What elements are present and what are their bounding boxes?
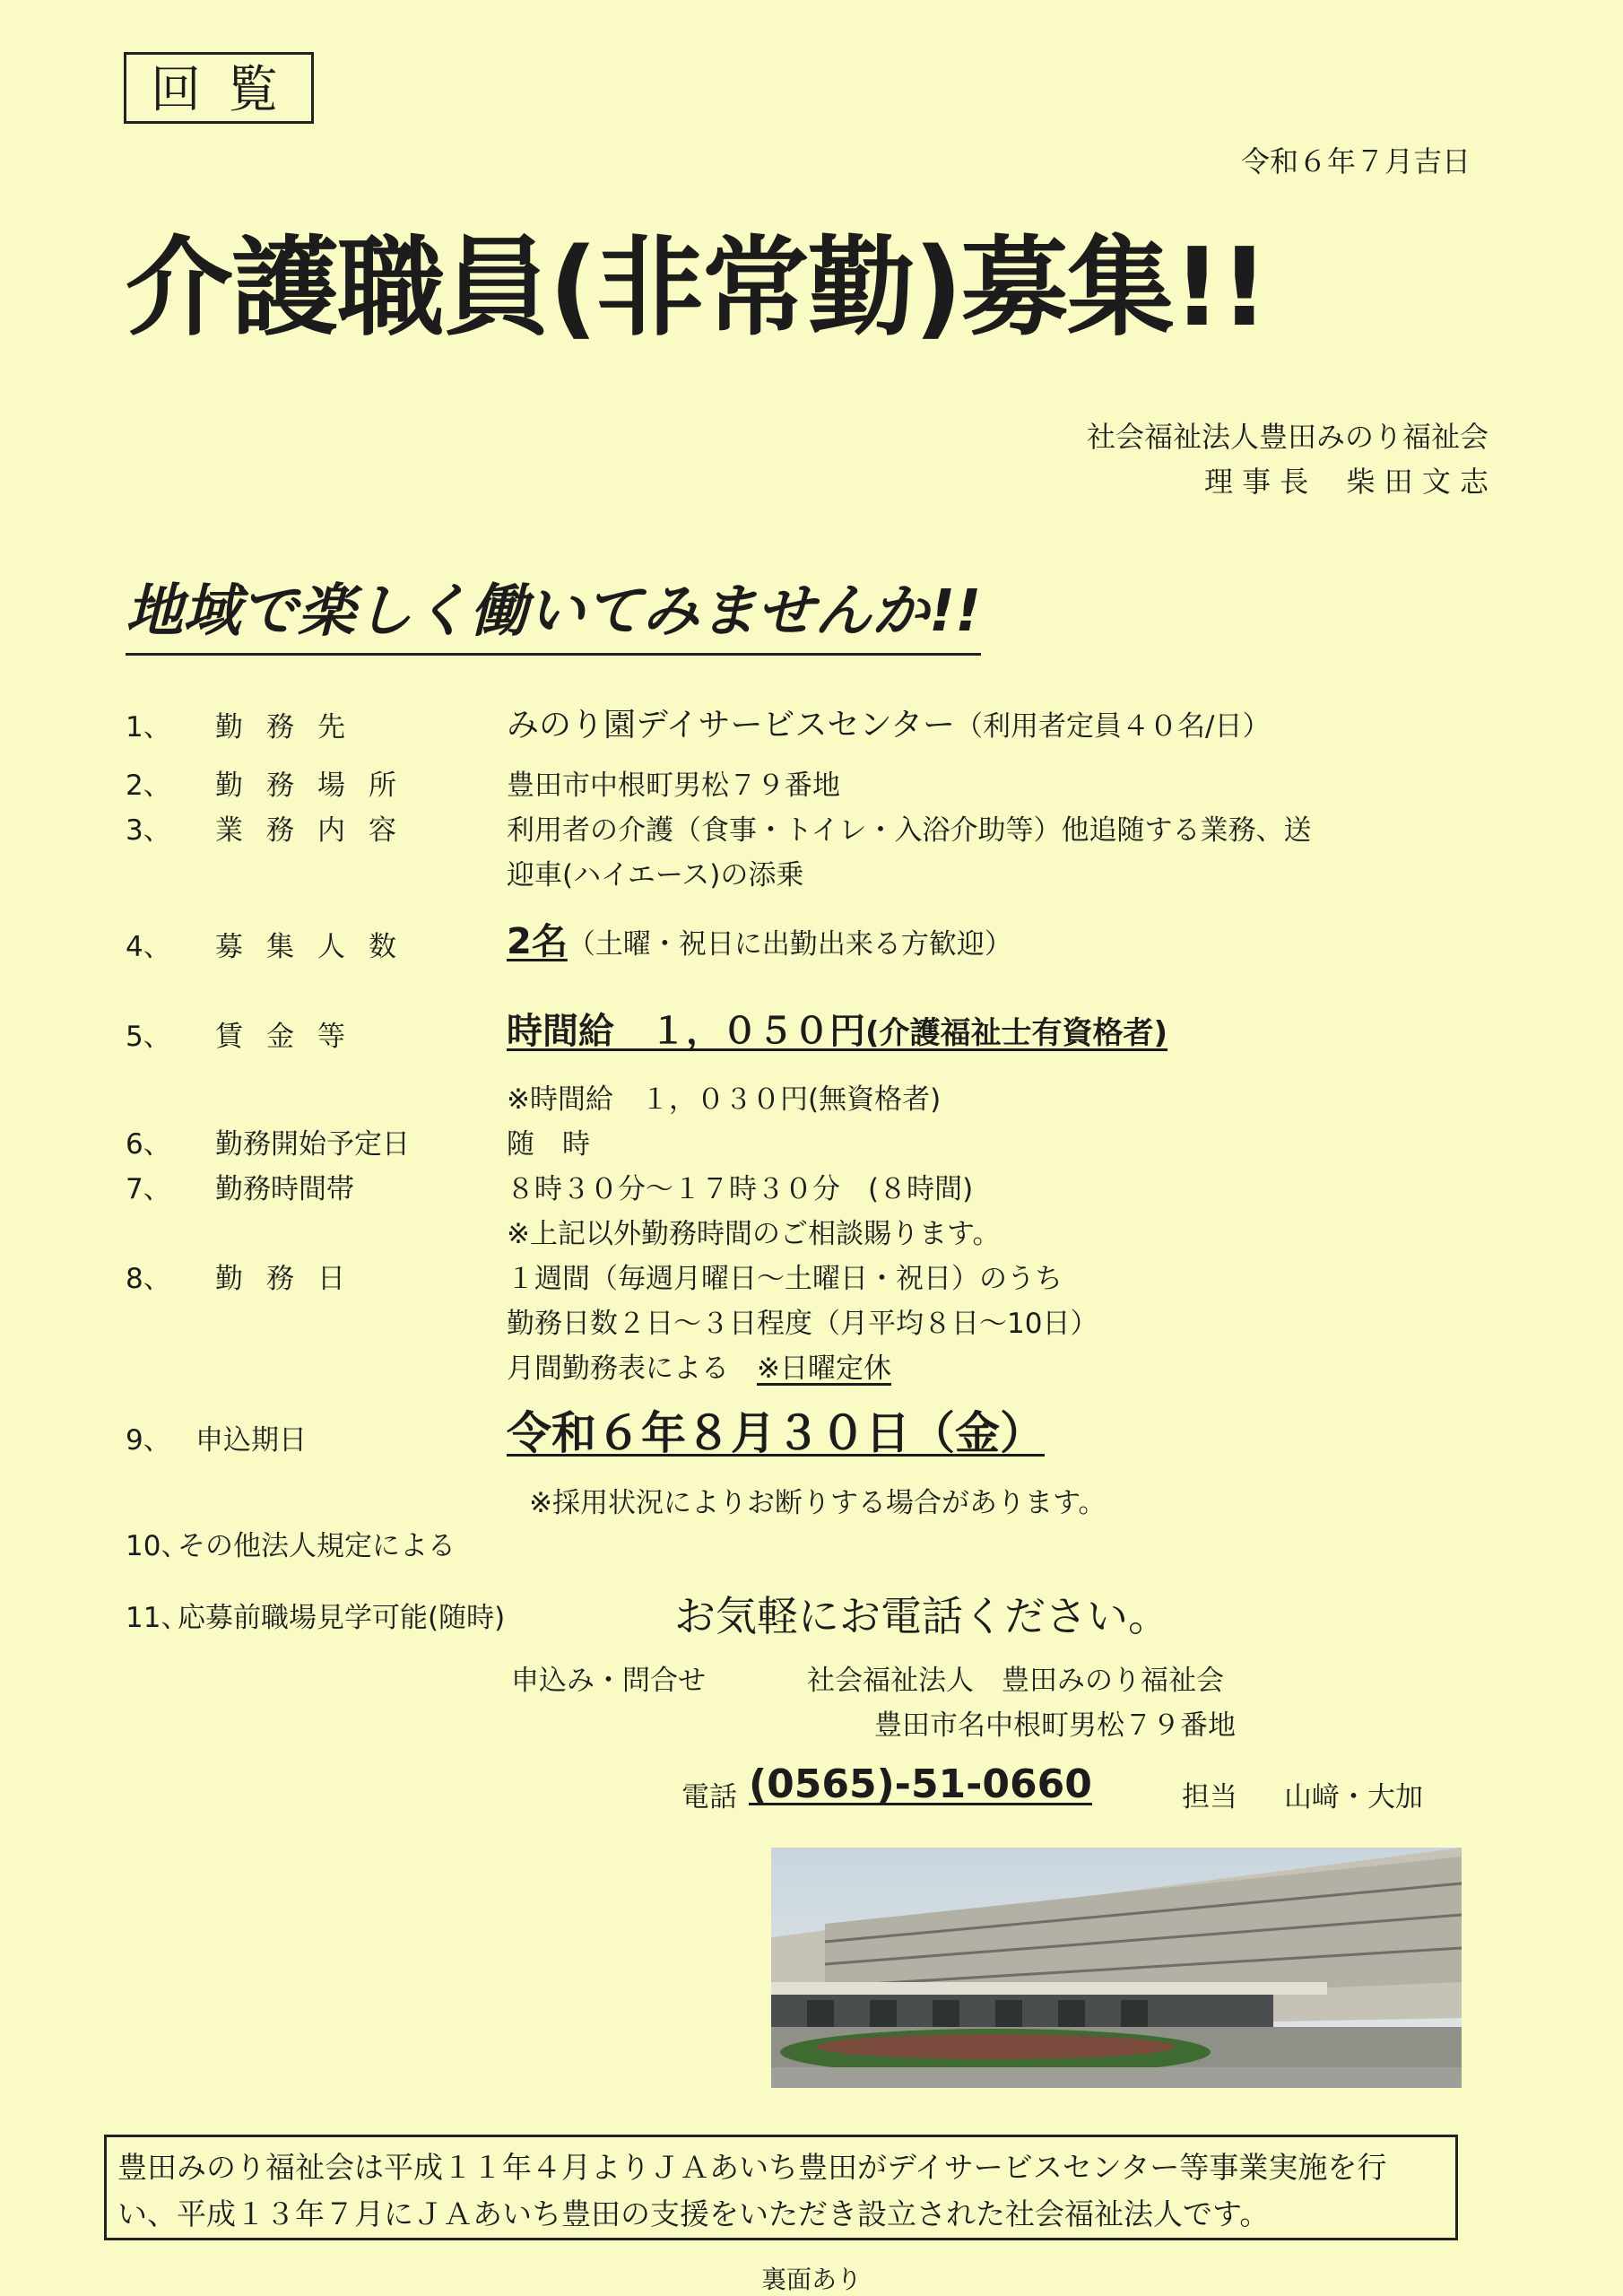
phone-label: 電話 (681, 1781, 737, 1813)
hourly-wage: 時間給 １，０５０円 (507, 1011, 865, 1052)
item-value: ８時３０分～１７時３０分 (８時間) (507, 1173, 974, 1205)
wage-qualification: (介護福祉士有資格者) (865, 1015, 1168, 1051)
item-label: 賃金等 (215, 1021, 369, 1053)
facility-photo (771, 1848, 1462, 2088)
chairman-name: 理 事 長 柴 田 文 志 (1203, 465, 1488, 499)
item-value-cont (507, 1345, 891, 1386)
item-label: 勤務開始予定日 (215, 1128, 410, 1161)
item-number: 7、 (126, 1173, 171, 1205)
page-title: 介護職員(非常勤)募集!! (126, 226, 1268, 351)
catchphrase: 地域で楽しく働いてみませんか!! (126, 565, 981, 656)
person-name: 山﨑・大加 (1284, 1781, 1423, 1813)
item-number: 8、 (126, 1263, 171, 1295)
organization-name: 社会福祉法人豊田みのり福祉会 (1086, 420, 1488, 454)
item-value: 随 時 (507, 1128, 590, 1161)
phone-number: (0565)-51-0660 (749, 1761, 1092, 1807)
person-label: 担当 (1182, 1781, 1237, 1813)
item-label: 申込期日 (195, 1424, 307, 1457)
contact-org: 社会福祉法人 豊田みのり福祉会 (807, 1665, 1224, 1697)
item-number: 3、 (126, 814, 171, 847)
item-value (507, 1003, 1167, 1054)
recruit-count: 2名 (507, 921, 568, 962)
item-label: その他法人規定による (178, 1530, 456, 1562)
organization-note: 豊田みのり福祉会は平成１１年４月よりＪＡあいち豊田がデイサービスセンター等事業実施を行い、平成１３年７月にＪＡあいち豊田の支援をいただき設立された社会福祉法人です。 (104, 2135, 1458, 2240)
contact-address: 豊田市名中根町男松７９番地 (874, 1709, 1236, 1742)
item-label: 業務内容 (215, 814, 420, 847)
item-value: 利用者の介護（食事・トイレ・入浴介助等）他追随する業務、送 (507, 814, 1312, 847)
item-value: 豊田市中根町男松７９番地 (507, 770, 840, 802)
item-number: 11、 (126, 1602, 189, 1634)
item-value: １週間（毎週月曜日～土曜日・祝日）のうち (507, 1263, 1063, 1295)
item-number: 6、 (126, 1128, 171, 1161)
reverse-side-note: 裏面あり (760, 2265, 862, 2294)
item-label: 勤務時間帯 (215, 1173, 354, 1205)
item-value (507, 700, 1271, 745)
item-value-cont: ※上記以外勤務時間のご相談賜ります。 (507, 1218, 1001, 1250)
item-number: 2、 (126, 770, 171, 802)
item-number: 5、 (126, 1021, 171, 1053)
item-value-cont: 迎車(ハイエース)の添乗 (507, 859, 804, 891)
item-value (507, 913, 1012, 964)
item-label: 勤務場所 (215, 770, 420, 802)
call-message: お気軽にお電話ください。 (674, 1592, 1169, 1640)
contact-label: 申込み・問合せ (511, 1665, 706, 1697)
item-value-cont: ※採用状況によりお断りする場合があります。 (529, 1487, 1107, 1519)
item-value-cont: ※時間給 １，０３０円(無資格者) (507, 1083, 942, 1116)
workplace-name: みのり園デイサービスセンター (507, 707, 956, 744)
holiday-note: ※日曜定休 (757, 1352, 891, 1385)
issue-date: 令和６年７月吉日 (1240, 144, 1471, 178)
item-label: 勤務日 (215, 1263, 369, 1295)
item-label: 勤務先 (215, 711, 369, 744)
item-label: 募集人数 (215, 931, 420, 963)
schedule-note: 月間勤務表による (507, 1352, 729, 1385)
item-number: 4、 (126, 931, 171, 963)
item-number: 9、 (126, 1424, 171, 1457)
item-value-cont: 勤務日数２日～３日程度（月平均８日～10日） (507, 1308, 1098, 1340)
capacity-note: （利用者定員４０名/日） (955, 710, 1271, 743)
item-number: 10、 (126, 1530, 189, 1562)
recruit-note: （土曜・祝日に出勤出来る方歓迎） (567, 928, 1012, 961)
kairan-label: 回覧 (124, 52, 314, 124)
application-deadline: 令和６年８月３０日（金） (507, 1407, 1045, 1459)
item-label: 応募前職場見学可能(随時) (178, 1602, 506, 1634)
item-number: 1、 (126, 711, 171, 744)
